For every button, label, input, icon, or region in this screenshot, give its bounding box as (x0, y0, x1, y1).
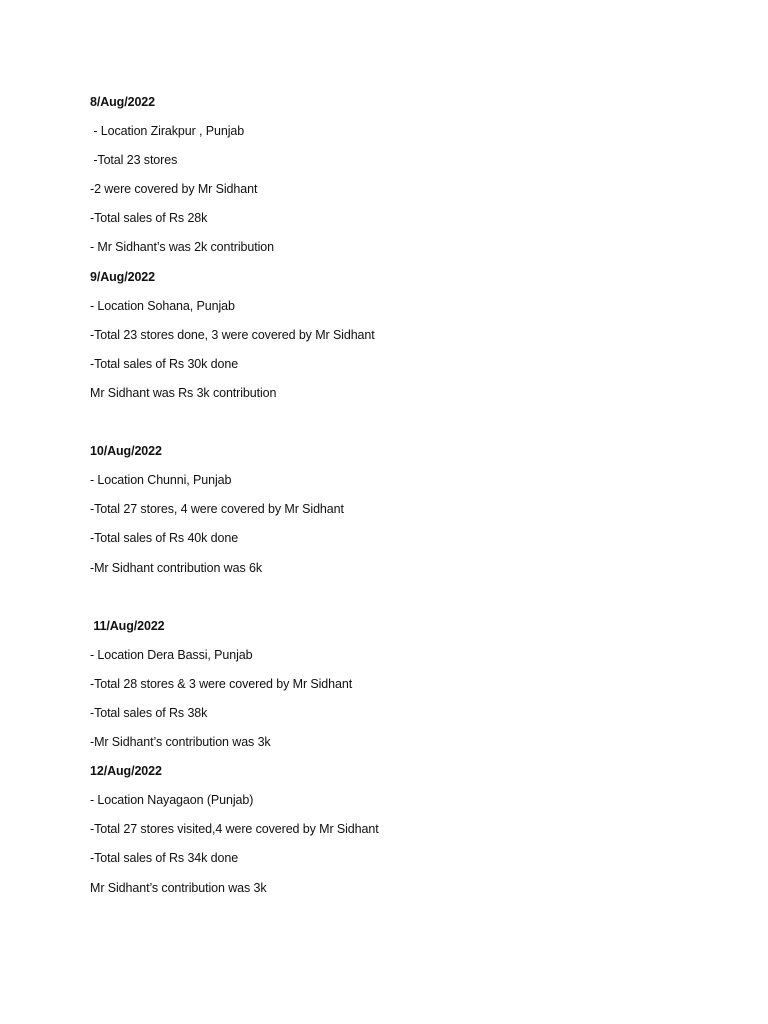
text-line: - Location Zirakpur , Punjab (90, 124, 245, 139)
text-line: -Total 27 stores, 4 were covered by Mr Sidhant (90, 502, 344, 517)
text-line: - Location Dera Bassi, Punjab (90, 647, 253, 662)
text-line: Mr Sidhant was Rs 3k contribution (90, 385, 277, 400)
text-line: -Total sales of Rs 30k done (90, 356, 239, 371)
blank-line (90, 587, 710, 616)
text-line: -Total 28 stores & 3 were covered by Mr Sidhant (90, 676, 353, 691)
text-line: -Mr Sidhant contribution was 6k (90, 560, 262, 575)
text-line: -2 were covered by Mr Sidhant (90, 182, 258, 197)
text-line: -Total 27 stores visited,4 were covered by Mr Sidhant (90, 822, 379, 837)
text-line: -Total sales of Rs 38k (90, 705, 208, 720)
text-line: -Total sales of Rs 34k done (90, 851, 239, 866)
document-body (90, 92, 710, 907)
text-line: - Mr Sidhant’s was 2k contribution (90, 240, 274, 255)
text-line: - Location Nayagaon (Punjab) (90, 793, 254, 808)
text-line: - Location Sohana, Punjab (90, 298, 235, 313)
text-line: -Total sales of Rs 28k (90, 211, 208, 226)
date-heading: 8/Aug/2022 (90, 95, 156, 109)
date-heading: 10/Aug/2022 (90, 444, 162, 459)
text-line: - Location Chunni, Punjab (90, 473, 232, 488)
text-line: -Mr Sidhant’s contribution was 3k (90, 735, 271, 750)
text-line: -Total 23 stores done, 3 were covered by Mr Sidhant (90, 327, 375, 342)
blank-line (90, 412, 710, 441)
text-line: Mr Sidhant’s contribution was 3k (90, 880, 267, 895)
date-heading: 9/Aug/2022 (90, 269, 156, 284)
date-heading: 11/Aug/2022 (90, 618, 165, 633)
text-line: -Total 23 stores (90, 153, 178, 168)
date-heading: 12/Aug/2022 (90, 764, 162, 779)
text-line: -Total sales of Rs 40k done (90, 531, 239, 546)
